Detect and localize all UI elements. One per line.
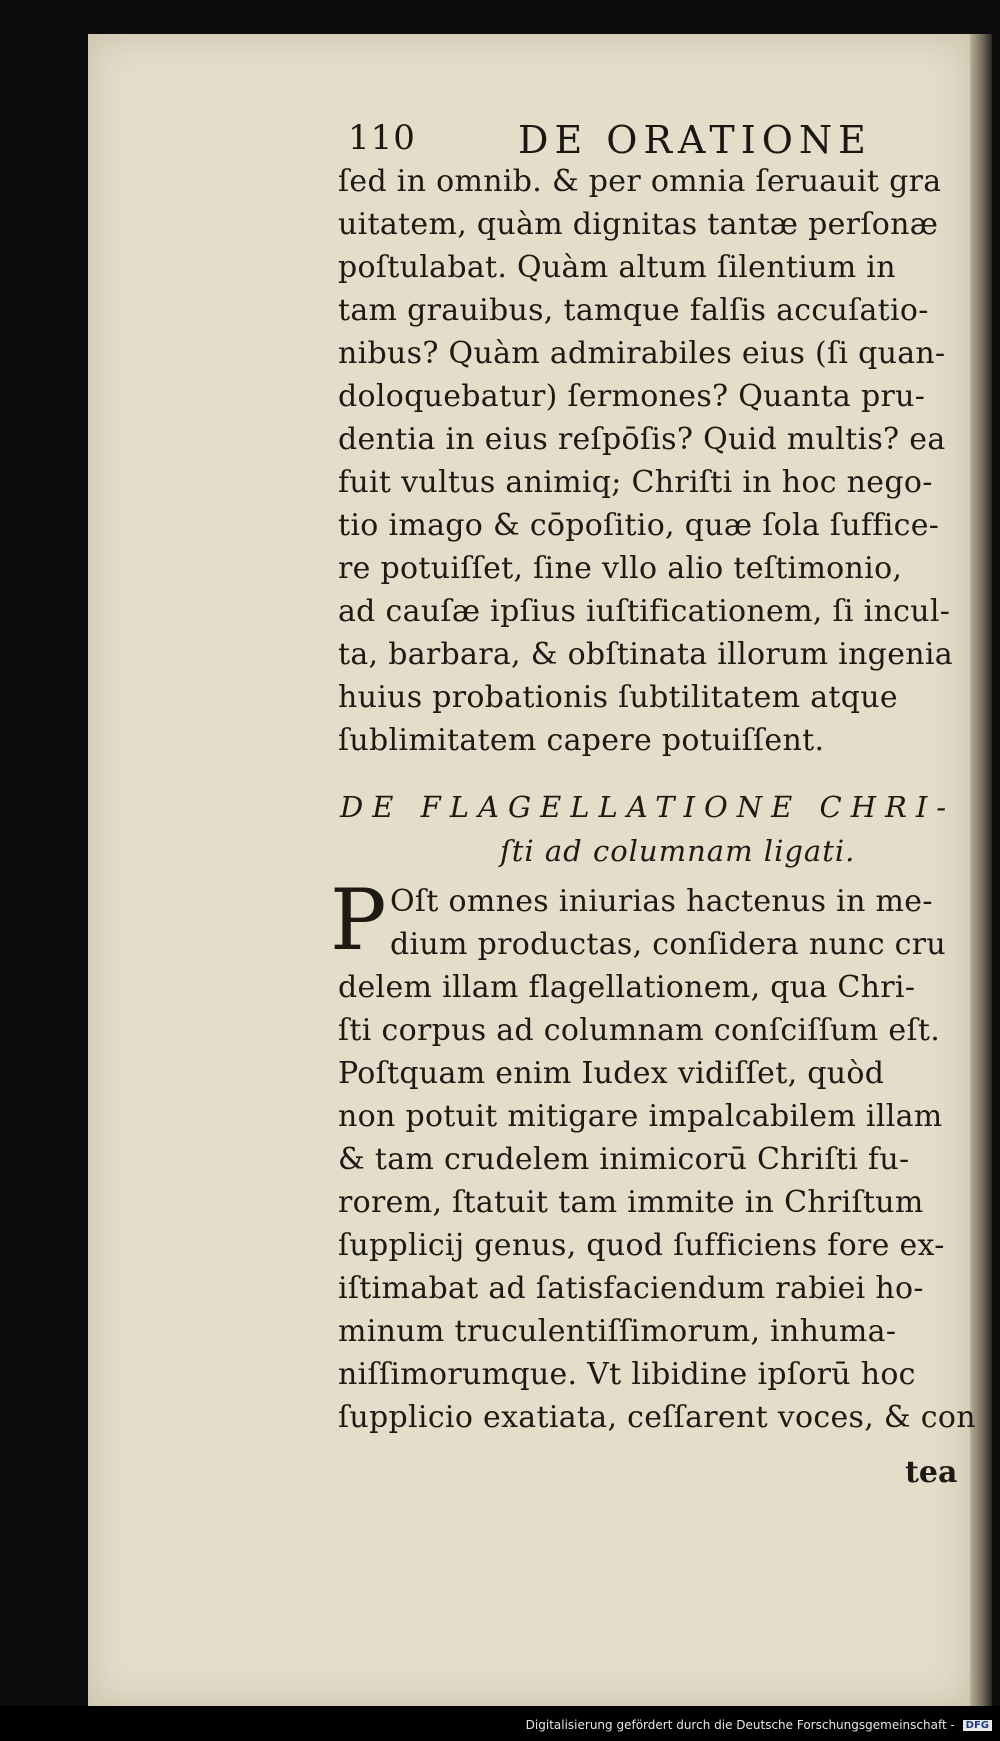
text-line: ta, barbara, & obſtinata illorum ingenia — [338, 637, 953, 672]
text-line: ſublimitatem capere potuiſſent. — [338, 723, 825, 758]
text-line: nibus? Quàm admirabiles eius (ſi quan- — [338, 336, 946, 371]
text-line: Poſtquam enim Iudex vidiſſet, quòd — [338, 1056, 885, 1091]
funding-text: Digitalisierung gefördert durch die Deutsche Forschungsgemeinschaft - — [525, 1718, 955, 1732]
text-line: Oſt omnes iniurias hactenus in me- — [390, 884, 933, 919]
funding-notice — [526, 1718, 992, 1732]
dfg-logo: DFG — [963, 1720, 992, 1731]
catchword: tea — [905, 1455, 958, 1490]
section-heading-line-1: DE FLAGELLATIONE CHRI- — [340, 790, 956, 824]
text-line: tam grauibus, tamque falſis accuſatio- — [338, 293, 929, 328]
text-line: ſed in omnib. & per omnia ſeruauit gra — [338, 164, 942, 199]
text-line: ſti corpus ad columnam conſciſſum eſt. — [338, 1013, 941, 1048]
text-line: tio imago & cōpoſitio, quæ ſola ſuffice- — [338, 508, 940, 543]
text-line: delem illam flagellationem, qua Chri- — [338, 970, 916, 1005]
text-line: ſupplicio exatiata, ceſſarent voces, & con — [338, 1400, 976, 1435]
text-line: iſtimabat ad ſatisfaciendum rabiei ho- — [338, 1271, 924, 1306]
text-line: doloquebatur) ſermones? Quanta pru- — [338, 379, 926, 414]
text-line: non potuit mitigare impalcabilem illam — [338, 1099, 943, 1134]
text-line: poſtulabat. Quàm altum ſilentium in — [338, 250, 896, 285]
running-head: DE ORATIONE — [518, 118, 872, 162]
text-line: ſupplicij genus, quod ſufficiens fore ex- — [338, 1228, 945, 1263]
text-line: huius probationis ſubtilitatem atque — [338, 680, 898, 715]
text-line: niſſimorumque. Vt libidine ipſorū hoc — [338, 1357, 916, 1392]
text-line: & tam crudelem inimicorū Chriſti fu- — [338, 1142, 910, 1177]
section-heading-line-2: ſti ad columnam ligati. — [500, 834, 856, 868]
section-heading — [340, 785, 980, 873]
text-line: fuit vultus animiq; Chriſti in hoc nego- — [338, 465, 933, 500]
text-line: rorem, ſtatuit tam immite in Chriſtum — [338, 1185, 924, 1220]
text-line: ad cauſæ ipſius iuſtificationem, ſi incul- — [338, 594, 951, 629]
section-text — [338, 880, 978, 1439]
text-line: dentia in eius reſpōſis? Quid multis? ea — [338, 422, 946, 457]
drop-capital: P — [330, 871, 387, 969]
body-text — [338, 160, 978, 762]
page-number: 110 — [348, 118, 416, 158]
text-line: minum truculentiſſimorum, inhuma- — [338, 1314, 897, 1349]
text-line: uitatem, quàm dignitas tantæ perſonæ — [338, 207, 939, 242]
text-line: dium productas, conſidera nunc cru — [390, 927, 947, 962]
text-line: re potuiſſet, ſine vllo alio teſtimonio, — [338, 551, 903, 586]
